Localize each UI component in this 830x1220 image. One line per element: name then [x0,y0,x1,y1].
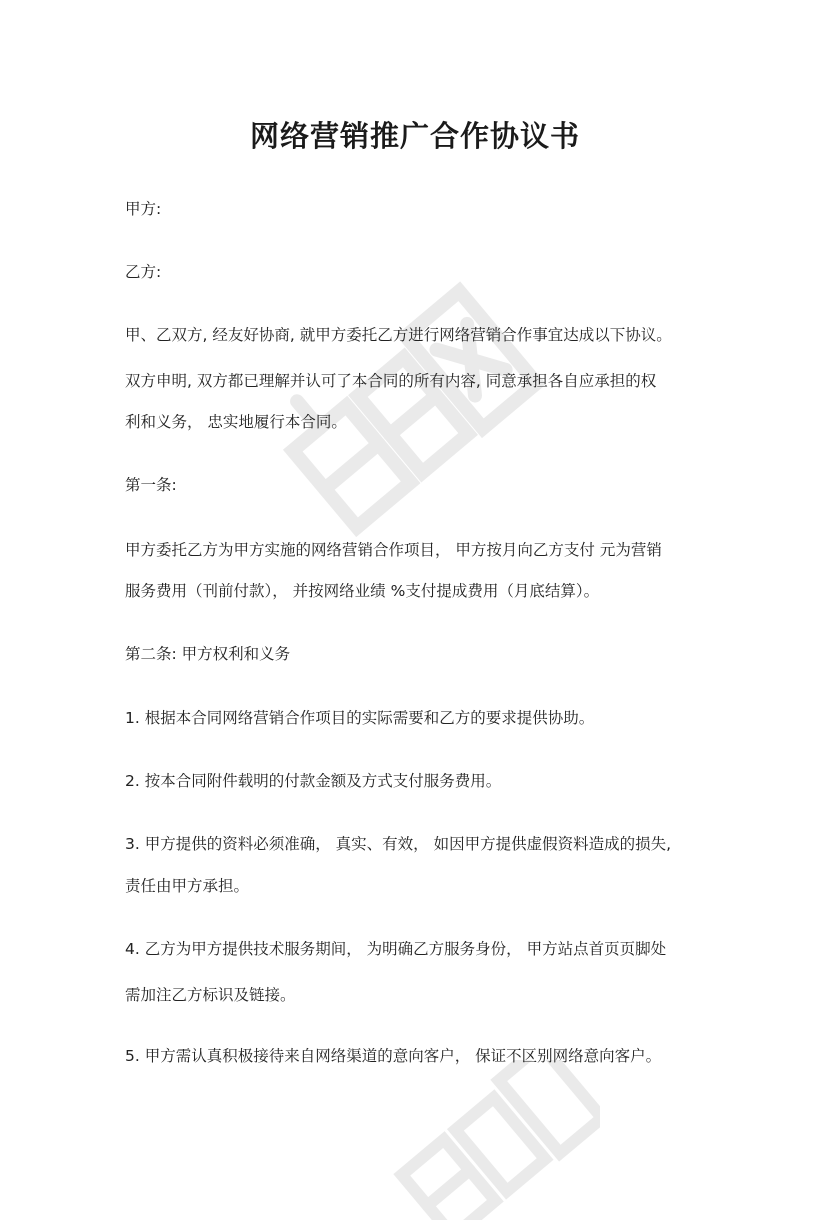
article-2-item-2: 2. 按本合同附件载明的付款金额及方式支付服务费用。 [125,772,502,790]
article-1-line-1: 甲方委托乙方为甲方实施的网络营销合作项目， 甲方按月向乙方支付 元为营销 [125,541,662,559]
article-2-item-3-line-2: 责任由甲方承担。 [125,877,250,895]
article-1-heading: 第一条: [125,476,177,494]
article-2-item-4-line-2: 需加注乙方标识及链接。 [125,986,296,1004]
article-1-line-2: 服务费用（刊前付款）， 并按网络业绩 %支付提成费用（月底结算）。 [125,582,600,600]
document-title: 网络营销推广合作协议书 [249,119,580,153]
watermark-stamp-icon [380,1060,600,1220]
article-2-item-3-line-1: 3. 甲方提供的资料必须准确， 真实、有效， 如因甲方提供虚假资料造成的损失, [125,835,671,853]
article-2-heading: 第二条: 甲方权利和义务 [125,645,291,663]
article-2-item-5: 5. 甲方需认真积极接待来自网络渠道的意向客户， 保证不区别网络意向客户。 [125,1047,662,1065]
article-2-item-1: 1. 根据本合同网络营销合作项目的实际需要和乙方的要求提供协助。 [125,709,595,727]
intro-line-2: 双方申明, 双方都已理解并认可了本合同的所有内容, 同意承担各自应承担的权 [125,372,657,390]
party-b-label: 乙方: [125,263,162,281]
intro-line-3: 利和义务， 忠实地履行本合同。 [125,413,347,431]
intro-line-1: 甲、乙双方, 经友好协商, 就甲方委托乙方进行网络营销合作事宜达成以下协议。 [125,326,672,344]
article-2-item-4-line-1: 4. 乙方为甲方提供技术服务期间， 为明确乙方服务身份， 甲方站点首页页脚处 [125,940,667,958]
party-a-label: 甲方: [125,200,162,218]
